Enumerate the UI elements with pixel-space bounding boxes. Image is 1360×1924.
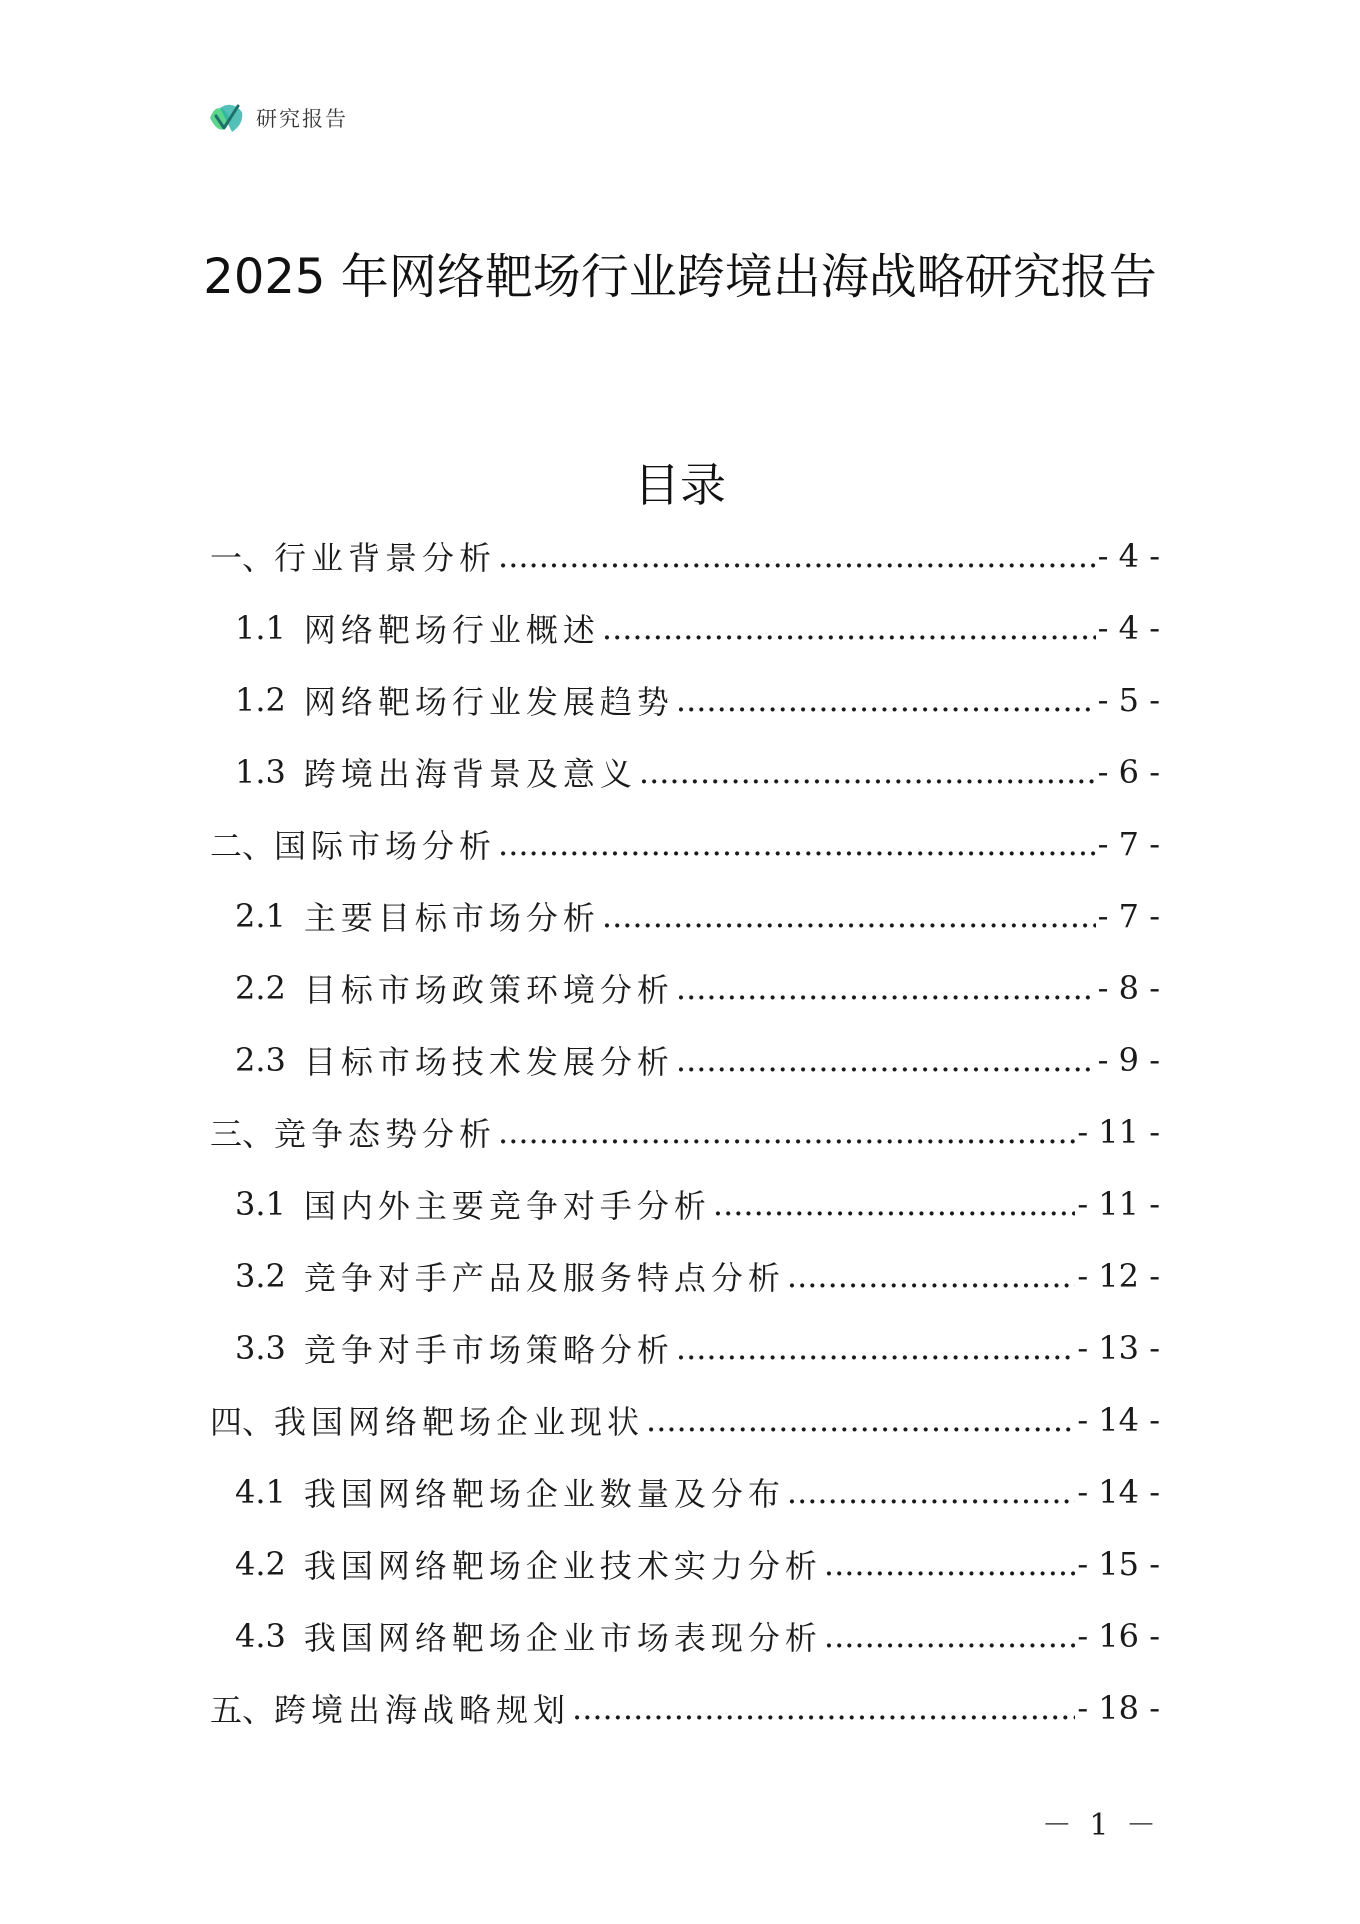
toc-entry-label: 竞争对手产品及服务特点分析 (303, 1259, 785, 1297)
toc-entry-number: 四、 (210, 1403, 275, 1441)
toc-entry-number: 2.2 (235, 969, 286, 1007)
page-number: － 1 － (1041, 1808, 1160, 1843)
toc-entry-label: 竞争态势分析 (274, 1115, 497, 1153)
toc-dot-leader (602, 897, 1096, 935)
toc-entry-label: 行业背景分析 (274, 539, 497, 577)
toc-dot-leader (572, 1689, 1075, 1727)
toc-entry-label: 我国网络靶场企业技术实力分析 (303, 1547, 822, 1585)
toc-dot-leader (498, 537, 1096, 575)
brand-logo-icon (206, 98, 246, 138)
toc-entry[interactable] (210, 1672, 1160, 1744)
toc-entry-page: - 11 - (1077, 1185, 1160, 1223)
toc-entry[interactable] (210, 952, 1160, 1024)
report-header (206, 98, 348, 138)
toc-entry-label: 目标市场技术发展分析 (303, 1043, 674, 1081)
toc-dot-leader (676, 681, 1096, 719)
toc-entry-label: 目标市场政策环境分析 (303, 971, 674, 1009)
toc-entry[interactable] (210, 1600, 1160, 1672)
toc-entry-label: 跨境出海战略规划 (274, 1691, 571, 1729)
toc-entry[interactable] (210, 1096, 1160, 1168)
toc-entry-page: - 14 - (1077, 1401, 1160, 1439)
toc-dot-leader (787, 1257, 1075, 1295)
toc-entry-number: 2.1 (235, 897, 286, 935)
toc-entry-number: 2.3 (235, 1041, 286, 1079)
toc-entry-page: - 5 - (1097, 681, 1160, 719)
toc-dot-leader (498, 825, 1096, 863)
table-of-contents (210, 520, 1160, 1744)
toc-entry-number: 3.2 (235, 1257, 286, 1295)
toc-entry[interactable] (210, 1240, 1160, 1312)
toc-entry-number: 1.1 (235, 609, 286, 647)
toc-entry-label: 国内外主要竞争对手分析 (303, 1187, 711, 1225)
toc-dot-leader (498, 1113, 1075, 1151)
toc-entry-page: - 14 - (1077, 1473, 1160, 1511)
toc-entry-page: - 12 - (1077, 1257, 1160, 1295)
toc-entry[interactable] (210, 520, 1160, 592)
toc-entry-number: 4.1 (235, 1473, 286, 1511)
toc-entry-page: - 7 - (1097, 897, 1160, 935)
toc-entry-page: - 11 - (1077, 1113, 1160, 1151)
toc-entry-label: 主要目标市场分析 (303, 899, 600, 937)
toc-entry-page: - 16 - (1077, 1617, 1160, 1655)
toc-entry-label: 国际市场分析 (274, 827, 497, 865)
toc-entry-page: - 15 - (1077, 1545, 1160, 1583)
toc-entry[interactable] (210, 880, 1160, 952)
toc-entry-number: 一、 (210, 539, 275, 577)
toc-entry-page: - 4 - (1097, 537, 1160, 575)
toc-entry-page: - 8 - (1097, 969, 1160, 1007)
toc-dot-leader (676, 1041, 1096, 1079)
toc-entry[interactable] (210, 1024, 1160, 1096)
toc-entry[interactable] (210, 1528, 1160, 1600)
toc-dot-leader (676, 1329, 1075, 1367)
toc-heading: 目录 (634, 458, 726, 512)
toc-entry-label: 竞争对手市场策略分析 (303, 1331, 674, 1369)
toc-dot-leader (824, 1617, 1075, 1655)
toc-entry-page: - 18 - (1077, 1689, 1160, 1727)
toc-dot-leader (824, 1545, 1075, 1583)
toc-entry-number: 二、 (210, 827, 275, 865)
toc-entry-page: - 4 - (1097, 609, 1160, 647)
toc-entry-page: - 9 - (1097, 1041, 1160, 1079)
toc-entry-number: 1.2 (235, 681, 286, 719)
toc-entry-label: 我国网络靶场企业数量及分布 (303, 1475, 785, 1513)
toc-entry-label: 网络靶场行业发展趋势 (303, 683, 674, 721)
header-label: 研究报告 (256, 107, 348, 131)
toc-entry[interactable] (210, 592, 1160, 664)
toc-entry-number: 4.3 (235, 1617, 286, 1655)
toc-entry-number: 三、 (210, 1115, 275, 1153)
toc-entry-number: 3.1 (235, 1185, 286, 1223)
toc-dot-leader (676, 969, 1096, 1007)
document-title: 2025 年网络靶场行业跨境出海战略研究报告 (203, 249, 1157, 305)
toc-entry-label: 网络靶场行业概述 (303, 611, 600, 649)
toc-entry[interactable] (210, 1312, 1160, 1384)
toc-dot-leader (639, 753, 1096, 791)
toc-entry-label: 跨境出海背景及意义 (303, 755, 637, 793)
toc-entry[interactable] (210, 736, 1160, 808)
toc-entry[interactable] (210, 1168, 1160, 1240)
toc-entry[interactable] (210, 1384, 1160, 1456)
toc-entry-number: 1.3 (235, 753, 286, 791)
toc-entry-page: - 6 - (1097, 753, 1160, 791)
toc-entry-page: - 13 - (1077, 1329, 1160, 1367)
toc-entry-label: 我国网络靶场企业市场表现分析 (303, 1619, 822, 1657)
toc-entry-label: 我国网络靶场企业现状 (274, 1403, 645, 1441)
toc-dot-leader (602, 609, 1096, 647)
toc-entry-number: 五、 (210, 1691, 275, 1729)
toc-entry-number: 4.2 (235, 1545, 286, 1583)
toc-dot-leader (713, 1185, 1075, 1223)
toc-entry[interactable] (210, 1456, 1160, 1528)
toc-entry[interactable] (210, 664, 1160, 736)
toc-dot-leader (646, 1401, 1075, 1439)
toc-dot-leader (787, 1473, 1075, 1511)
toc-entry-number: 3.3 (235, 1329, 286, 1367)
toc-entry[interactable] (210, 808, 1160, 880)
toc-entry-page: - 7 - (1097, 825, 1160, 863)
